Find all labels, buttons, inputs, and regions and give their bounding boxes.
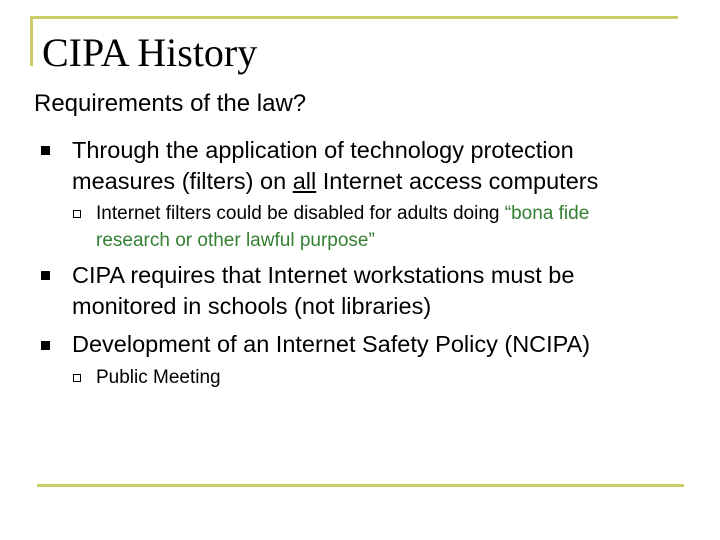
bullet-1-text-before: measures (filters) on bbox=[72, 167, 293, 194]
top-border-line bbox=[30, 16, 678, 19]
bullet-1-underlined-text: all bbox=[292, 167, 317, 194]
bullet-2-line-2: monitored in schools (not libraries) bbox=[72, 292, 432, 319]
sub-bullet-3-text: Public Meeting bbox=[96, 367, 221, 388]
sub-bullet-1-quote-start: “bona fide bbox=[504, 203, 590, 224]
bottom-border-line bbox=[37, 484, 684, 487]
hollow-square-bullet-icon bbox=[73, 374, 81, 382]
bullet-1-line-2 bbox=[72, 166, 598, 197]
square-bullet-icon bbox=[41, 271, 50, 280]
square-bullet-icon bbox=[41, 341, 50, 350]
square-bullet-icon bbox=[41, 146, 50, 155]
slide-title: CIPA History bbox=[42, 30, 258, 75]
slide-subtitle: Requirements of the law? bbox=[34, 90, 307, 117]
bullet-1-text-after: Internet access computers bbox=[316, 167, 599, 194]
sub-bullet-1-line-2: research or other lawful purpose” bbox=[96, 230, 375, 251]
left-border-line bbox=[30, 16, 33, 66]
sub-bullet-1-text: Internet filters could be disabled for adults doing bbox=[96, 203, 505, 224]
hollow-square-bullet-icon bbox=[73, 210, 81, 218]
sub-bullet-1-line-1 bbox=[96, 200, 589, 228]
bullet-2-line-1: CIPA requires that Internet workstations must be bbox=[72, 262, 575, 288]
bullet-1-line-1: Through the application of technology protection bbox=[72, 137, 574, 163]
bullet-3-line-1: Development of an Internet Safety Policy (NCIPA) bbox=[72, 331, 591, 357]
